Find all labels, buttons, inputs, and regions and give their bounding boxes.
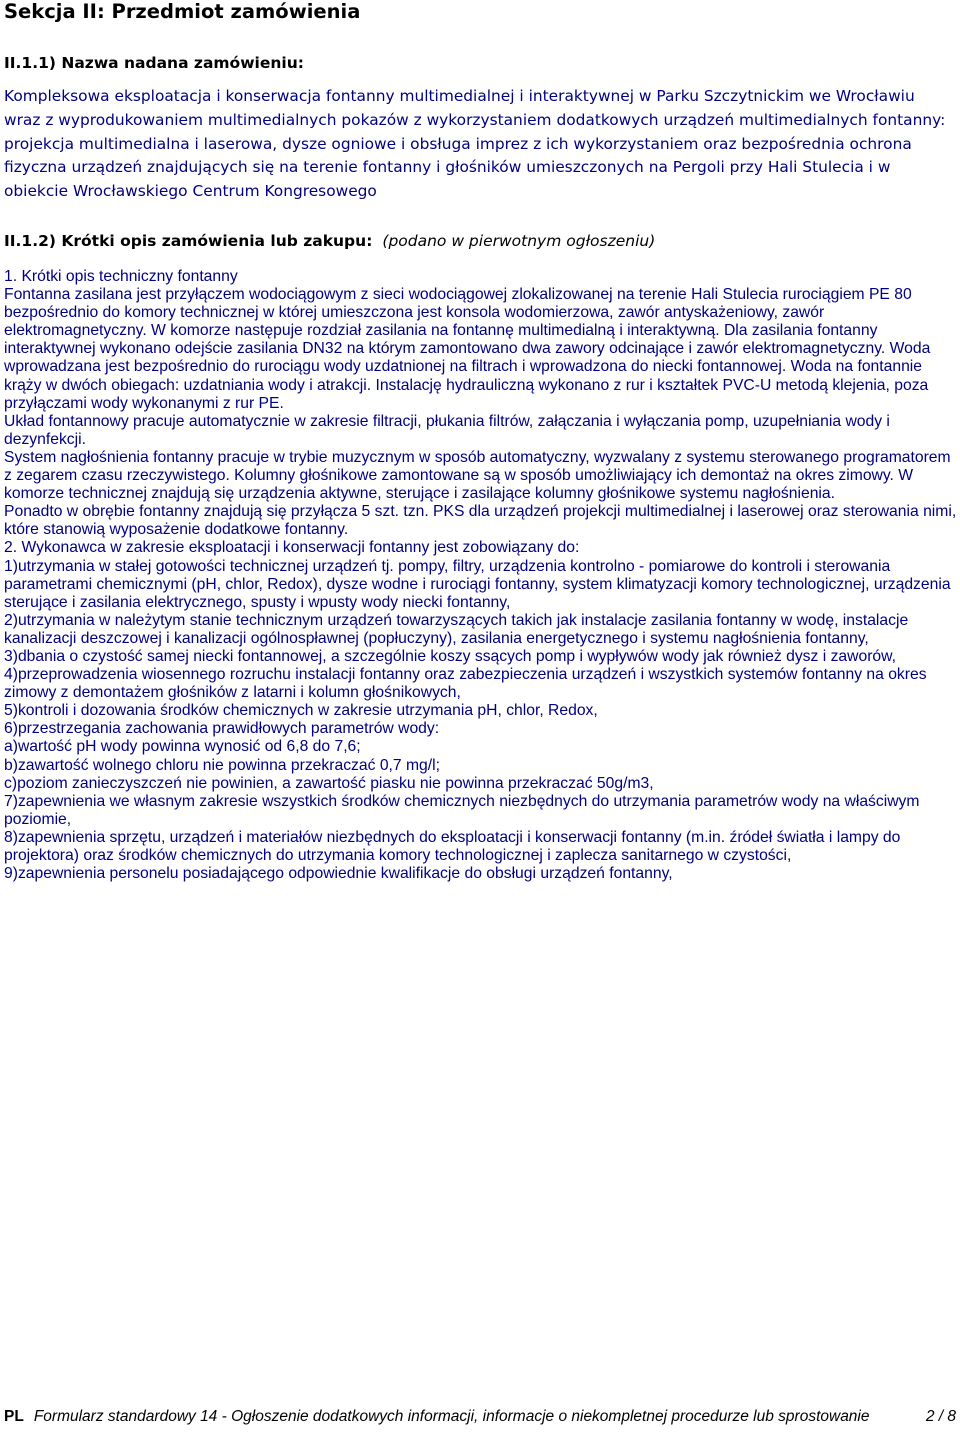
description-body xyxy=(4,268,960,883)
name-heading xyxy=(4,53,304,73)
description-heading xyxy=(4,231,655,251)
footer-language: PL xyxy=(4,1408,24,1425)
description-paragraph: 9)zapewnienia personelu posiadającego odpowiednie kwalifikacje do obsługi urządzeń fontanny, xyxy=(4,865,673,883)
description-paragraph: 2)utrzymania w należytym stanie technicznym urządzeń towarzyszących takich jak instalacje zasilania fontanny w wodę, instalacje kanalizacji deszczowej i kanalizacji ogólnospławnej (popłuczyny), zasilania energetycznego i systemu nagłośnienia fontanny, xyxy=(4,611,909,647)
description-paragraph: 1)utrzymania w stałej gotowości technicznej urządzeń tj. pompy, filtry, urządzenia kontrolno - pomiarowe do kontroli i sterowania parametrami chemicznymi (pH, chlor, Redox), dysze wodne i rurociągi fontanny, system klimatyzacji komory technologicznej, urządzenia sterujące i zasilania elektrycznego, spusty i wpusty wody niecki fontanny, xyxy=(4,557,951,611)
description-paragraph: Fontanna zasilana jest przyłączem wodociągowym z sieci wodociągowej zlokalizowanej na terenie Hali Stulecia rurociągiem PE 80 bezpośrednio do komory technicznej w której umieszczona jest konsola wodomierzowa, zawór antyskażeniowy, zawór elektromagnetyczny. W komorze następuje rozdział zasilania na fontannę multimedialną i interaktywną. Dla zasilania fontanny interaktywnej wykonano odejście zasilania DN32 na którym zamontowano dwa zawory odcinające i zawór elektromagnetyczny. Woda wprowadzana jest bezpośrednio do rurociągu wody uzdatnionej na filtrach i wprowadzona do niecki fontannowej. Woda na fontannie krąży w dwóch obiegach: uzdatniania wody i atrakcji. Instalację hydrauliczną wykonano z rur i kształtek PVC-U metodą klejenia, poza przyłączami wody wykonanymi z rur PE. xyxy=(4,286,931,412)
description-paragraph: 7)zapewnienia we własnym zakresie wszystkich środków chemicznych niezbędnych do utrzymania parametrów wody na właściwym poziomie, xyxy=(4,792,920,828)
description-paragraph: 4)przeprowadzenia wiosennego rozruchu instalacji fontanny oraz zabezpieczenia urządzeń i wszystkich systemów fontanny na okres zimowy z demontażem głośników z latarni i kolumn głośnikowych, xyxy=(4,666,927,702)
footer-form-name: Formularz standardowy 14 - Ogłoszenie dodatkowych informacji, informacje o niekompletnej procedurze lub sprostowanie xyxy=(33,1408,870,1425)
description-paragraph: a)wartość pH wody powinna wynosić od 6,8 do 7,6; xyxy=(4,738,361,756)
description-paragraph: 6)przestrzegania zachowania prawidłowych parametrów wody: xyxy=(4,720,440,738)
page-footer xyxy=(4,1408,956,1426)
footer-text xyxy=(4,1408,884,1426)
name-heading-label: II.1.1) Nazwa nadana zamówieniu: xyxy=(4,54,304,72)
contract-name: Kompleksowa eksploatacja i konserwacja fontanny multimedialnej i interaktywnej w Parku Szczytnickim we Wrocławiu wraz z wyprodukowaniem multimedialnych pokazów z wykorzystaniem dodatkowych urządzeń multimedialnych fontanny: projekcja multimedialna i laserowa, dysze ogniowe i obsługa imprez z ich wykorzystaniem oraz bezpośrednia ochrona fizyczna urządzeń znajdujących się na terenie fontanny i głośników umieszczonych na Pergoli przy Hali Stulecia i w obiekcie Wrocławskiego Centrum Kongresowego xyxy=(4,87,946,201)
description-heading-note: (podano w pierwotnym ogłoszeniu) xyxy=(382,232,656,250)
page-number: 2 / 8 xyxy=(925,1408,956,1425)
description-paragraph: 1. Krótki opis techniczny fontanny xyxy=(4,268,238,285)
section-title: Sekcja II: Przedmiot zamówienia xyxy=(4,0,361,23)
description-paragraph: c)poziom zanieczyszczeń nie powinien, a zawartość piasku nie powinna przekraczać 50g/m3, xyxy=(4,774,654,792)
description-paragraph: 5)kontroli i dozowania środków chemicznych w zakresie utrzymania pH, chlor, Redox, xyxy=(4,702,598,720)
description-paragraph: 3)dbania o czystość samej niecki fontannowej, a szczególnie koszy ssących pomp i wypływów wody jak również dysz i zaworów, xyxy=(4,647,896,665)
description-paragraph: b)zawartość wolnego chloru nie powinna przekraczać 0,7 mg/l; xyxy=(4,756,440,774)
description-paragraph: 8)zapewnienia sprzętu, urządzeń i materiałów niezbędnych do eksploatacji i konserwacji fontanny (m.in. źródeł światła i lampy do projektora) oraz środków chemicznych do utrzymania komory technologicznej i zaplecza sanitarnego w czystości, xyxy=(4,828,901,864)
description-paragraph: Układ fontannowy pracuje automatycznie w zakresie filtracji, płukania filtrów, załączania i wyłączania pomp, uzupełniania wody i dezynfekcji. xyxy=(4,412,890,448)
description-heading-label: II.1.2) Krótki opis zamówienia lub zakupu: xyxy=(4,232,373,250)
description-paragraph: 2. Wykonawca w zakresie eksploatacji i konserwacji fontanny jest zobowiązany do: xyxy=(4,539,580,557)
description-paragraph: Ponadto w obrębie fontanny znajdują się przyłącza 5 szt. tzn. PKS dla urządzeń projekcji multimedialnej i laserowej oraz sterowania nimi, które stanowią wyposażenie dodatkowe fontanny. xyxy=(4,503,957,539)
description-paragraph: System nagłośnienia fontanny pracuje w trybie muzycznym w sposób automatyczny, wyzwalany z systemu sterowanego programatorem z zegarem czasu rzeczywistego. Kolumny głośnikowe zamontowane są w sposób umożliwiający ich demontaż na okres zimowy. W komorze technicznej znajdują się urządzenia aktywne, sterujące i zasilające kolumny głośnikowe systemu nagłośnienia. xyxy=(4,448,951,503)
